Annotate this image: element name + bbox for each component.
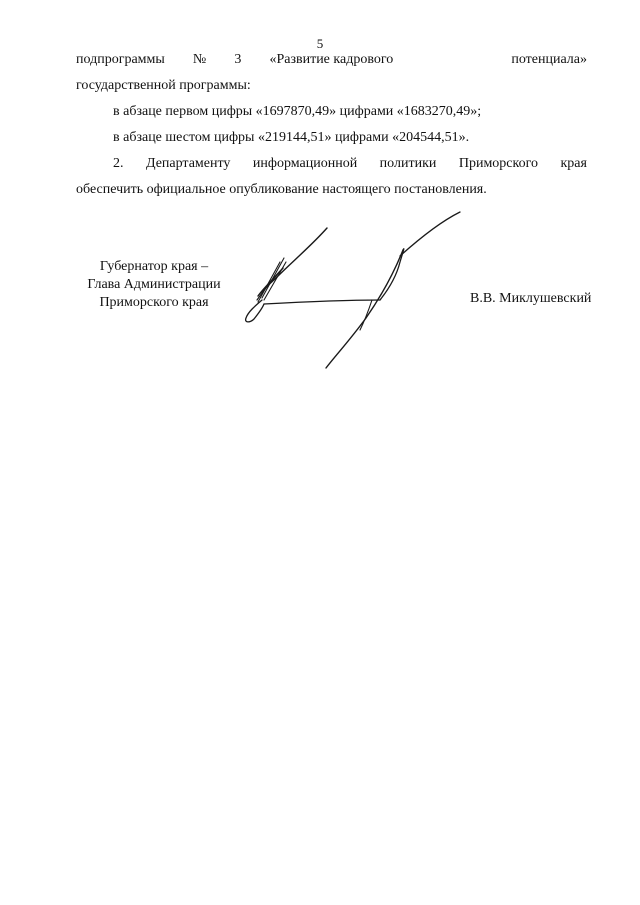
word: Департаменту: [145, 156, 231, 171]
word: политики: [379, 156, 437, 171]
word: «Развитие кадрового: [269, 52, 394, 67]
word: Приморского: [458, 156, 539, 171]
word: потенциала»: [511, 52, 587, 67]
paragraph-2-line-2: обеспечить официальное опубликование настоящего постановления.: [76, 182, 487, 197]
word: края: [560, 156, 587, 171]
page-number: 5: [316, 36, 324, 51]
word: №: [192, 52, 207, 67]
word: информационной: [252, 156, 358, 171]
signature-strokes: [246, 212, 460, 368]
signatory-title: [74, 258, 234, 312]
signatory-title-line: Губернатор края –: [99, 259, 209, 274]
signer-name: В.В. Миклушевский: [470, 291, 592, 306]
word: подпрограммы: [76, 52, 165, 67]
word: 2.: [113, 156, 124, 171]
amendment-item-1: в абзаце первом цифры «1697870,49» цифрами «1683270,49»;: [113, 104, 482, 119]
paragraph-1-line-2: государственной программы:: [76, 78, 251, 93]
signatory-title-line: Приморского края: [99, 295, 209, 310]
word: 3: [234, 52, 242, 67]
paragraph-2-line-1: [113, 155, 587, 173]
paragraph-1-line-1: [76, 51, 587, 69]
amendment-item-2: в абзаце шестом цифры «219144,51» цифрами «204544,51».: [113, 130, 470, 145]
signatory-title-line: Глава Администрации: [87, 277, 221, 292]
